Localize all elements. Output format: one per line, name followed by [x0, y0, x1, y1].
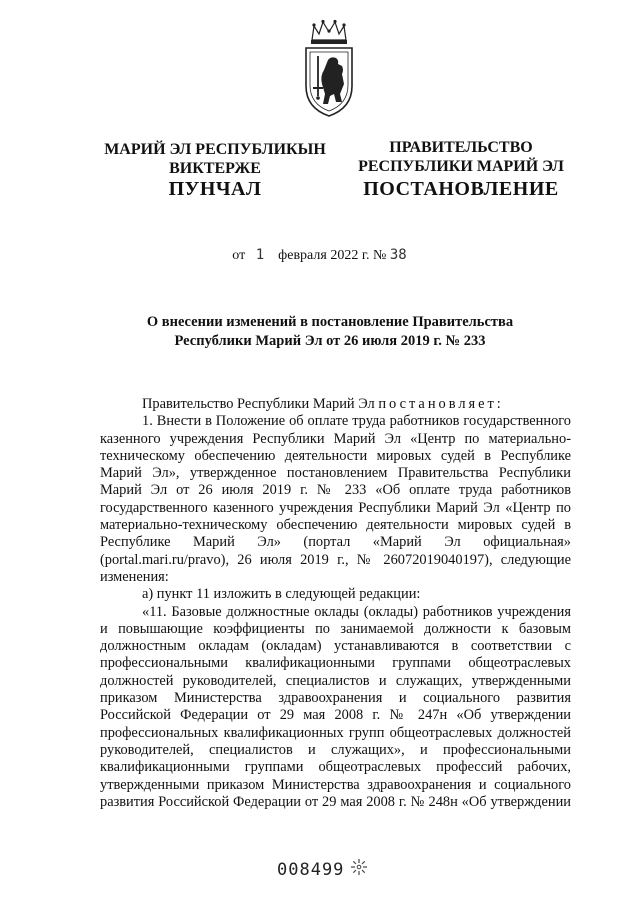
paragraph-3: «11. Базовые должностные оклады (оклады) работников учреждения и повышающие коэффициенты по занимаемой должности к базовым должностным окладам (окладам) устанавливаются в соответствии с профессиональными квалификационными группами общеотраслевых должностей руководителей, специалистов и служащих, утвержденными приказом Министерства здравоохранения и социального развития Российской Федерации от 29 мая 2008 г. № 247н «Об утверждении профессиональных квалификационных групп общеотраслевых должностей руководителей, специалистов и служащих», и профессиональными квалификационными группами общеотраслевых профессий рабочих, утвержденными приказом Министерства здравоохранения и социального развития Российской Федерации от 29 мая 2008 г. № 248н «Об утверждении: [100, 603, 571, 810]
intro-paragraph: [100, 396, 571, 413]
intro-lead: Правительство Республики Марий Эл: [142, 396, 375, 412]
header-right-line2: РЕСПУБЛИКИ МАРИЙ ЭЛ: [358, 158, 564, 175]
header-right-title: ПОСТАНОВЛЕНИЕ: [363, 178, 559, 200]
subject-line1: О внесении изменений в постановление Правительства: [146, 314, 514, 330]
coat-of-arms-icon: [298, 18, 360, 118]
header-right-line1: ПРАВИТЕЛЬСТВО: [389, 139, 533, 156]
date-day: 1: [255, 247, 265, 263]
header-left-line2: ВИКТЕРЖЕ: [169, 160, 261, 177]
intro-verb: постановляет:: [378, 396, 504, 412]
subject-line2: Республики Марий Эл от 26 июля 2019 г. № 233: [174, 333, 486, 349]
date-prefix: от: [232, 248, 246, 263]
paragraph-1: 1. Внести в Положение об оплате труда работников государственного казенного учреждения Республики Марий Эл «Центр по материально-техническому обеспечению деятельности мировых судей в Республике Марий Эл», утвержденное постановлением Правительства Республики Марий Эл от 26 июля 2019 г. № 233 «Об оплате труда работников государственного казенного учреждения Республики Марий Эл «Центр по материально-техническому обеспечению деятельности мировых судей в Республике Марий Эл» (портал «Марий Эл официальная» (portal.mari.ru/pravo), 26 июля 2019 г., № 26072019040197), следующие изменения:: [100, 413, 571, 585]
header-left-title: ПУНЧАЛ: [168, 178, 262, 200]
header-left-name: [95, 140, 335, 178]
document-number: 38: [389, 247, 407, 263]
document-body: [100, 396, 571, 811]
document-date-line: [0, 247, 639, 264]
serial-number: 008499: [277, 860, 345, 880]
paragraph-2: а) пункт 11 изложить в следующей редакции:: [142, 586, 421, 603]
header-left-line1: МАРИЙ ЭЛ РЕСПУБЛИКЫН: [104, 141, 326, 158]
header-right-name: [356, 138, 566, 176]
sun-ornament-icon: [350, 858, 368, 876]
date-month-year: февраля 2022 г. №: [278, 248, 387, 263]
document-subject: [100, 313, 560, 351]
